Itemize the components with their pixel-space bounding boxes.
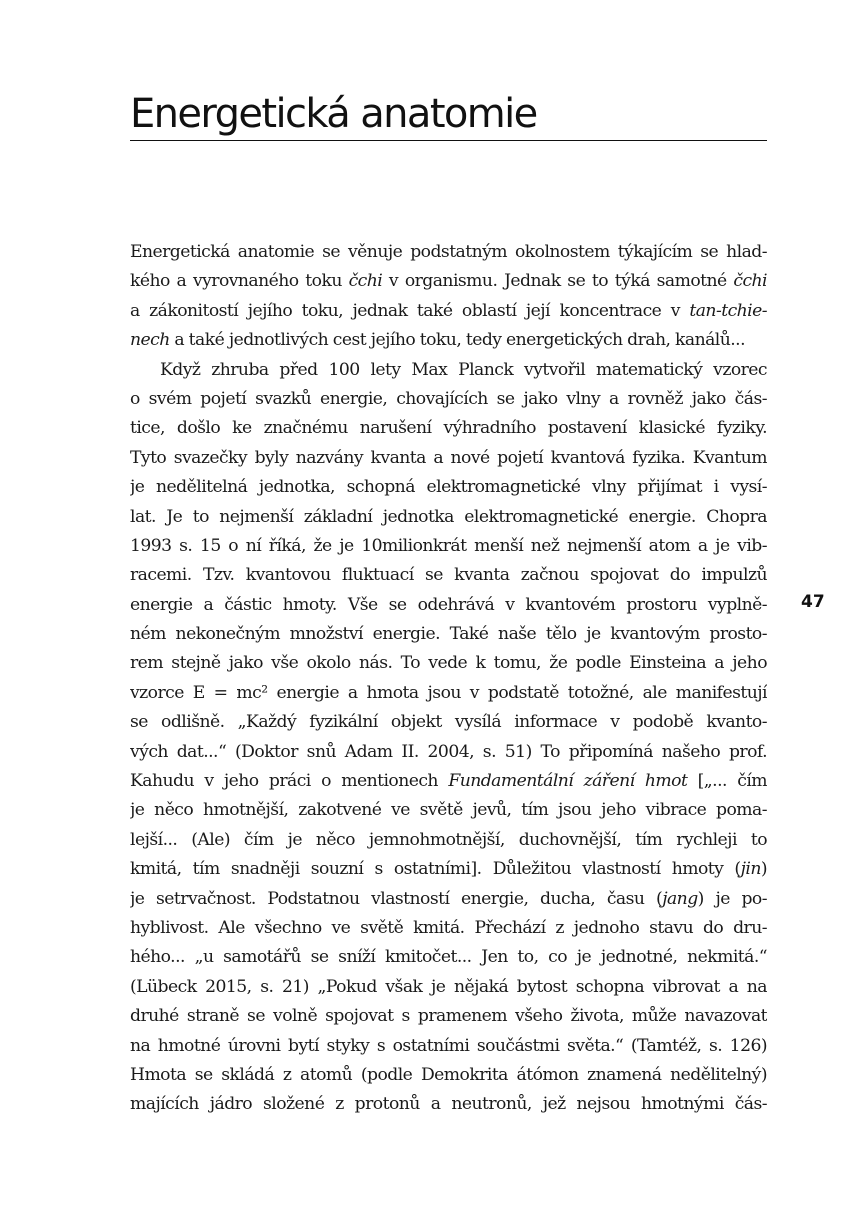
text-line xyxy=(130,1002,767,1031)
text-segment: hého... „u samotářů se sníží kmitočet... Jen to, co je jednotné, nekmitá.“ xyxy=(130,947,767,968)
text-segment: lejší... (Ale) čím je něco jemnohmotnější, duchovnější, tím rychleji to xyxy=(130,829,767,850)
text-segment: ) je po- xyxy=(697,888,767,909)
text-segment: kmitá, tím snadněji souzní s ostatními]. Důležitou vlastností hmoty ( xyxy=(130,859,741,880)
text-line xyxy=(130,855,767,884)
paragraph-1 xyxy=(130,238,767,356)
text-line xyxy=(130,267,767,296)
italic-term: Fundamentální záření hmot xyxy=(448,771,688,792)
text-segment: a zákonitostí jejího toku, jednak také oblastí její koncentrace v xyxy=(130,300,690,321)
text-line xyxy=(130,238,767,267)
italic-term: nech xyxy=(130,330,170,351)
text-line xyxy=(130,385,767,414)
text-line xyxy=(130,885,767,914)
text-segment: vých dat...“ (Doktor snů Adam II. 2004, s. 51) To připomíná našeho prof. xyxy=(130,741,767,762)
text-line xyxy=(130,532,767,561)
text-line xyxy=(130,444,767,473)
text-line xyxy=(130,826,767,855)
chapter-title: Energetická anatomie xyxy=(130,91,537,137)
text-line xyxy=(130,767,767,796)
text-segment: a také jednotlivých cest jejího toku, tedy energetických drah, kanálů... xyxy=(169,330,746,351)
title-underline xyxy=(130,140,767,141)
text-line xyxy=(130,708,767,737)
text-segment: lat. Je to nejmenší základní jednotka elektromagnetické energie. Chopra xyxy=(130,506,767,527)
text-segment: Hmota se skládá z atomů (podle Demokrita átómon znamená nedělitelný) xyxy=(130,1064,767,1085)
text-segment: Tyto svazečky byly nazvány kvanta a nové pojetí kvantová fyzika. Kvantum xyxy=(130,447,767,468)
italic-term: jin xyxy=(740,859,761,880)
text-segment: vzorce E = mc² energie a hmota jsou v podstatě totožné, ale manifestují xyxy=(130,682,767,703)
text-segment: tice, došlo ke značnému narušení výhradního postavení klasické fyziky. xyxy=(130,418,767,439)
text-segment: racemi. Tzv. kvantovou fluktuací se kvanta začnou spojovat do impulzů xyxy=(130,565,767,586)
text-segment: je něco hmotnější, zakotvené ve světě jevů, tím jsou jeho vibrace poma- xyxy=(130,800,767,821)
text-segment: majících jádro složené z protonů a neutronů, jež nejsou hmotnými čás- xyxy=(130,1094,767,1115)
text-segment: v organismu. Jednak se to týká samotné xyxy=(382,271,734,292)
italic-term: čchi xyxy=(733,271,767,292)
italic-term: jang xyxy=(662,888,698,909)
text-segment: ném nekonečným množství energie. Také naše tělo je kvantovým prosto- xyxy=(130,624,767,645)
italic-term: tan-tchie- xyxy=(689,300,767,321)
paragraph-2 xyxy=(130,356,767,1120)
text-segment: Energetická anatomie se věnuje podstatným okolnostem týkajícím se hlad- xyxy=(130,242,767,262)
text-line xyxy=(130,297,767,326)
text-line xyxy=(130,1032,767,1061)
text-line xyxy=(130,356,767,385)
text-line xyxy=(130,1090,767,1119)
text-line xyxy=(130,1061,767,1090)
text-line xyxy=(130,973,767,1002)
text-segment: Když zhruba před 100 lety Max Planck vytvořil matematický vzorec xyxy=(160,359,767,380)
italic-term: čchi xyxy=(348,271,383,292)
text-line xyxy=(130,738,767,767)
text-line xyxy=(130,326,767,355)
text-segment: na hmotné úrovni bytí styky s ostatními součástmi světa.“ (Tamtéž, s. 126) xyxy=(130,1035,767,1056)
text-line xyxy=(130,679,767,708)
text-segment: Kahudu v jeho práci o mentionech xyxy=(130,771,449,792)
text-line xyxy=(130,561,767,590)
text-segment: hyblivost. Ale všechno ve světě kmitá. Přechází z jednoho stavu do dru- xyxy=(130,917,767,938)
text-segment: 1993 s. 15 o ní říká, že je 10milionkrát menší než nejmenší atom a je vib- xyxy=(130,535,767,556)
text-segment: energie a částic hmoty. Vše se odehrává v kvantovém prostoru vyplně- xyxy=(130,594,767,615)
page-number: 47 xyxy=(801,592,825,612)
text-line xyxy=(130,943,767,972)
text-line xyxy=(130,649,767,678)
text-line xyxy=(130,620,767,649)
text-segment: je nedělitelná jednotka, schopná elektromagnetické vlny přijímat i vysí- xyxy=(130,477,767,498)
text-segment: (Lübeck 2015, s. 21) „Pokud však je nějaká bytost schopna vibrovat a na xyxy=(130,976,767,997)
text-line xyxy=(130,796,767,825)
text-line xyxy=(130,914,767,943)
text-line xyxy=(130,414,767,443)
text-segment: rem stejně jako vše okolo nás. To vede k tomu, že podle Einsteina a jeho xyxy=(130,653,767,674)
text-line xyxy=(130,503,767,532)
text-segment: o svém pojetí svazků energie, chovajících se jako vlny a rovněž jako čás- xyxy=(130,388,767,409)
text-segment: druhé straně se volně spojovat s pramenem všeho života, může navazovat xyxy=(130,1006,767,1027)
text-segment: kého a vyrovnaného toku xyxy=(130,271,349,292)
text-line xyxy=(130,473,767,502)
text-segment: je setrvačnost. Podstatnou vlastností energie, ducha, času ( xyxy=(130,888,663,909)
text-segment: [„... čím xyxy=(687,771,767,792)
text-segment: ) xyxy=(760,859,767,880)
text-segment: se odlišně. „Každý fyzikální objekt vysílá informace v podobě kvanto- xyxy=(130,712,767,733)
body-text xyxy=(130,238,767,1120)
text-line xyxy=(130,591,767,620)
